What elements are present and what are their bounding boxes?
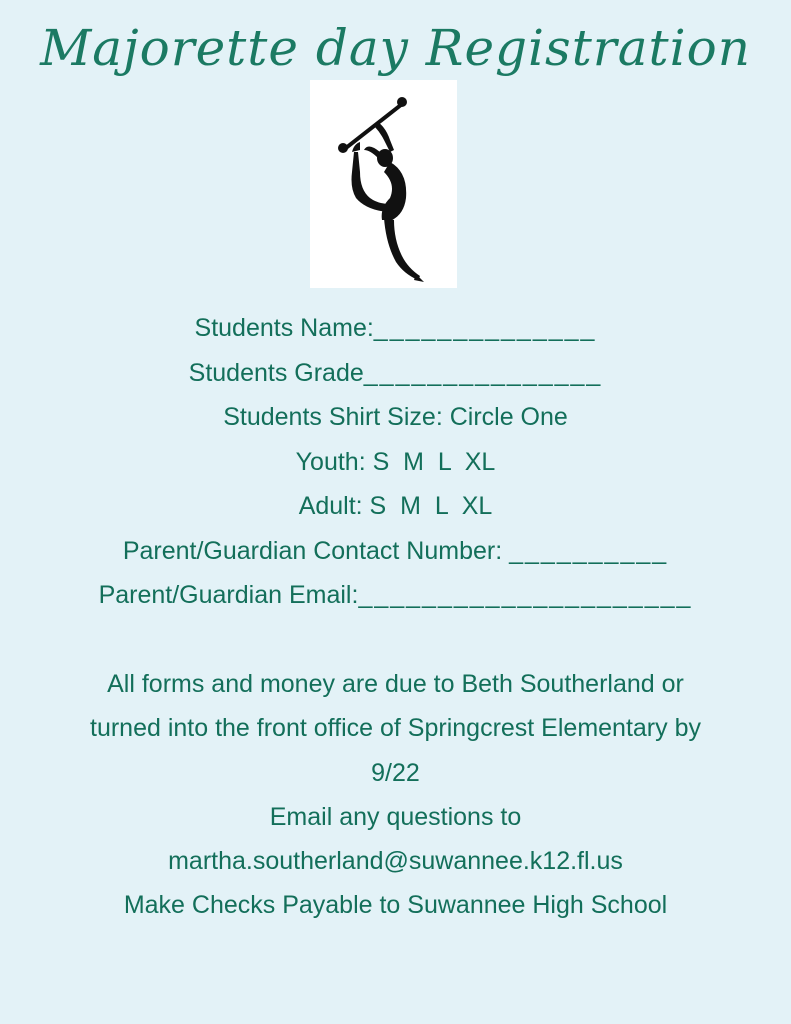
due-date: 9/22 bbox=[371, 758, 420, 787]
email-line bbox=[0, 573, 791, 618]
student-name-blank: ______________ bbox=[373, 314, 597, 342]
majorette-photo bbox=[310, 80, 457, 288]
instructions bbox=[0, 662, 791, 928]
student-grade-label: Students Grade bbox=[188, 358, 364, 387]
student-grade-blank: _______________ bbox=[363, 358, 603, 387]
contact-number-line bbox=[0, 529, 791, 574]
adult-sizes: Adult: S M L XL bbox=[298, 492, 493, 520]
student-name-line bbox=[0, 306, 791, 351]
shirt-size-label: Students Shirt Size: Circle One bbox=[223, 403, 568, 431]
instructions-line-1: All forms and money are due to Beth Southerland or bbox=[107, 670, 684, 698]
student-name-label: Students Name: bbox=[194, 314, 374, 342]
instructions-line-2: turned into the front office of Springcrest Elementary by bbox=[90, 714, 701, 743]
registration-form bbox=[0, 306, 791, 618]
checks-payable-note: Make Checks Payable to Suwannee High School bbox=[123, 891, 668, 920]
email-label: Parent/Guardian Email: bbox=[98, 581, 359, 609]
student-grade-line bbox=[0, 351, 791, 396]
youth-sizes: Youth: S M L XL bbox=[295, 447, 496, 476]
email-blank: _____________________ bbox=[358, 581, 693, 609]
majorette-silhouette-icon bbox=[310, 80, 457, 288]
page-title: Majorette day Registration bbox=[40, 19, 751, 77]
contact-email: martha.southerland@suwannee.k12.fl.us bbox=[168, 847, 623, 876]
contact-number-blank: __________ bbox=[509, 536, 669, 565]
email-questions-label: Email any questions to bbox=[269, 802, 522, 831]
contact-number-label: Parent/Guardian Contact Number: bbox=[122, 536, 510, 565]
